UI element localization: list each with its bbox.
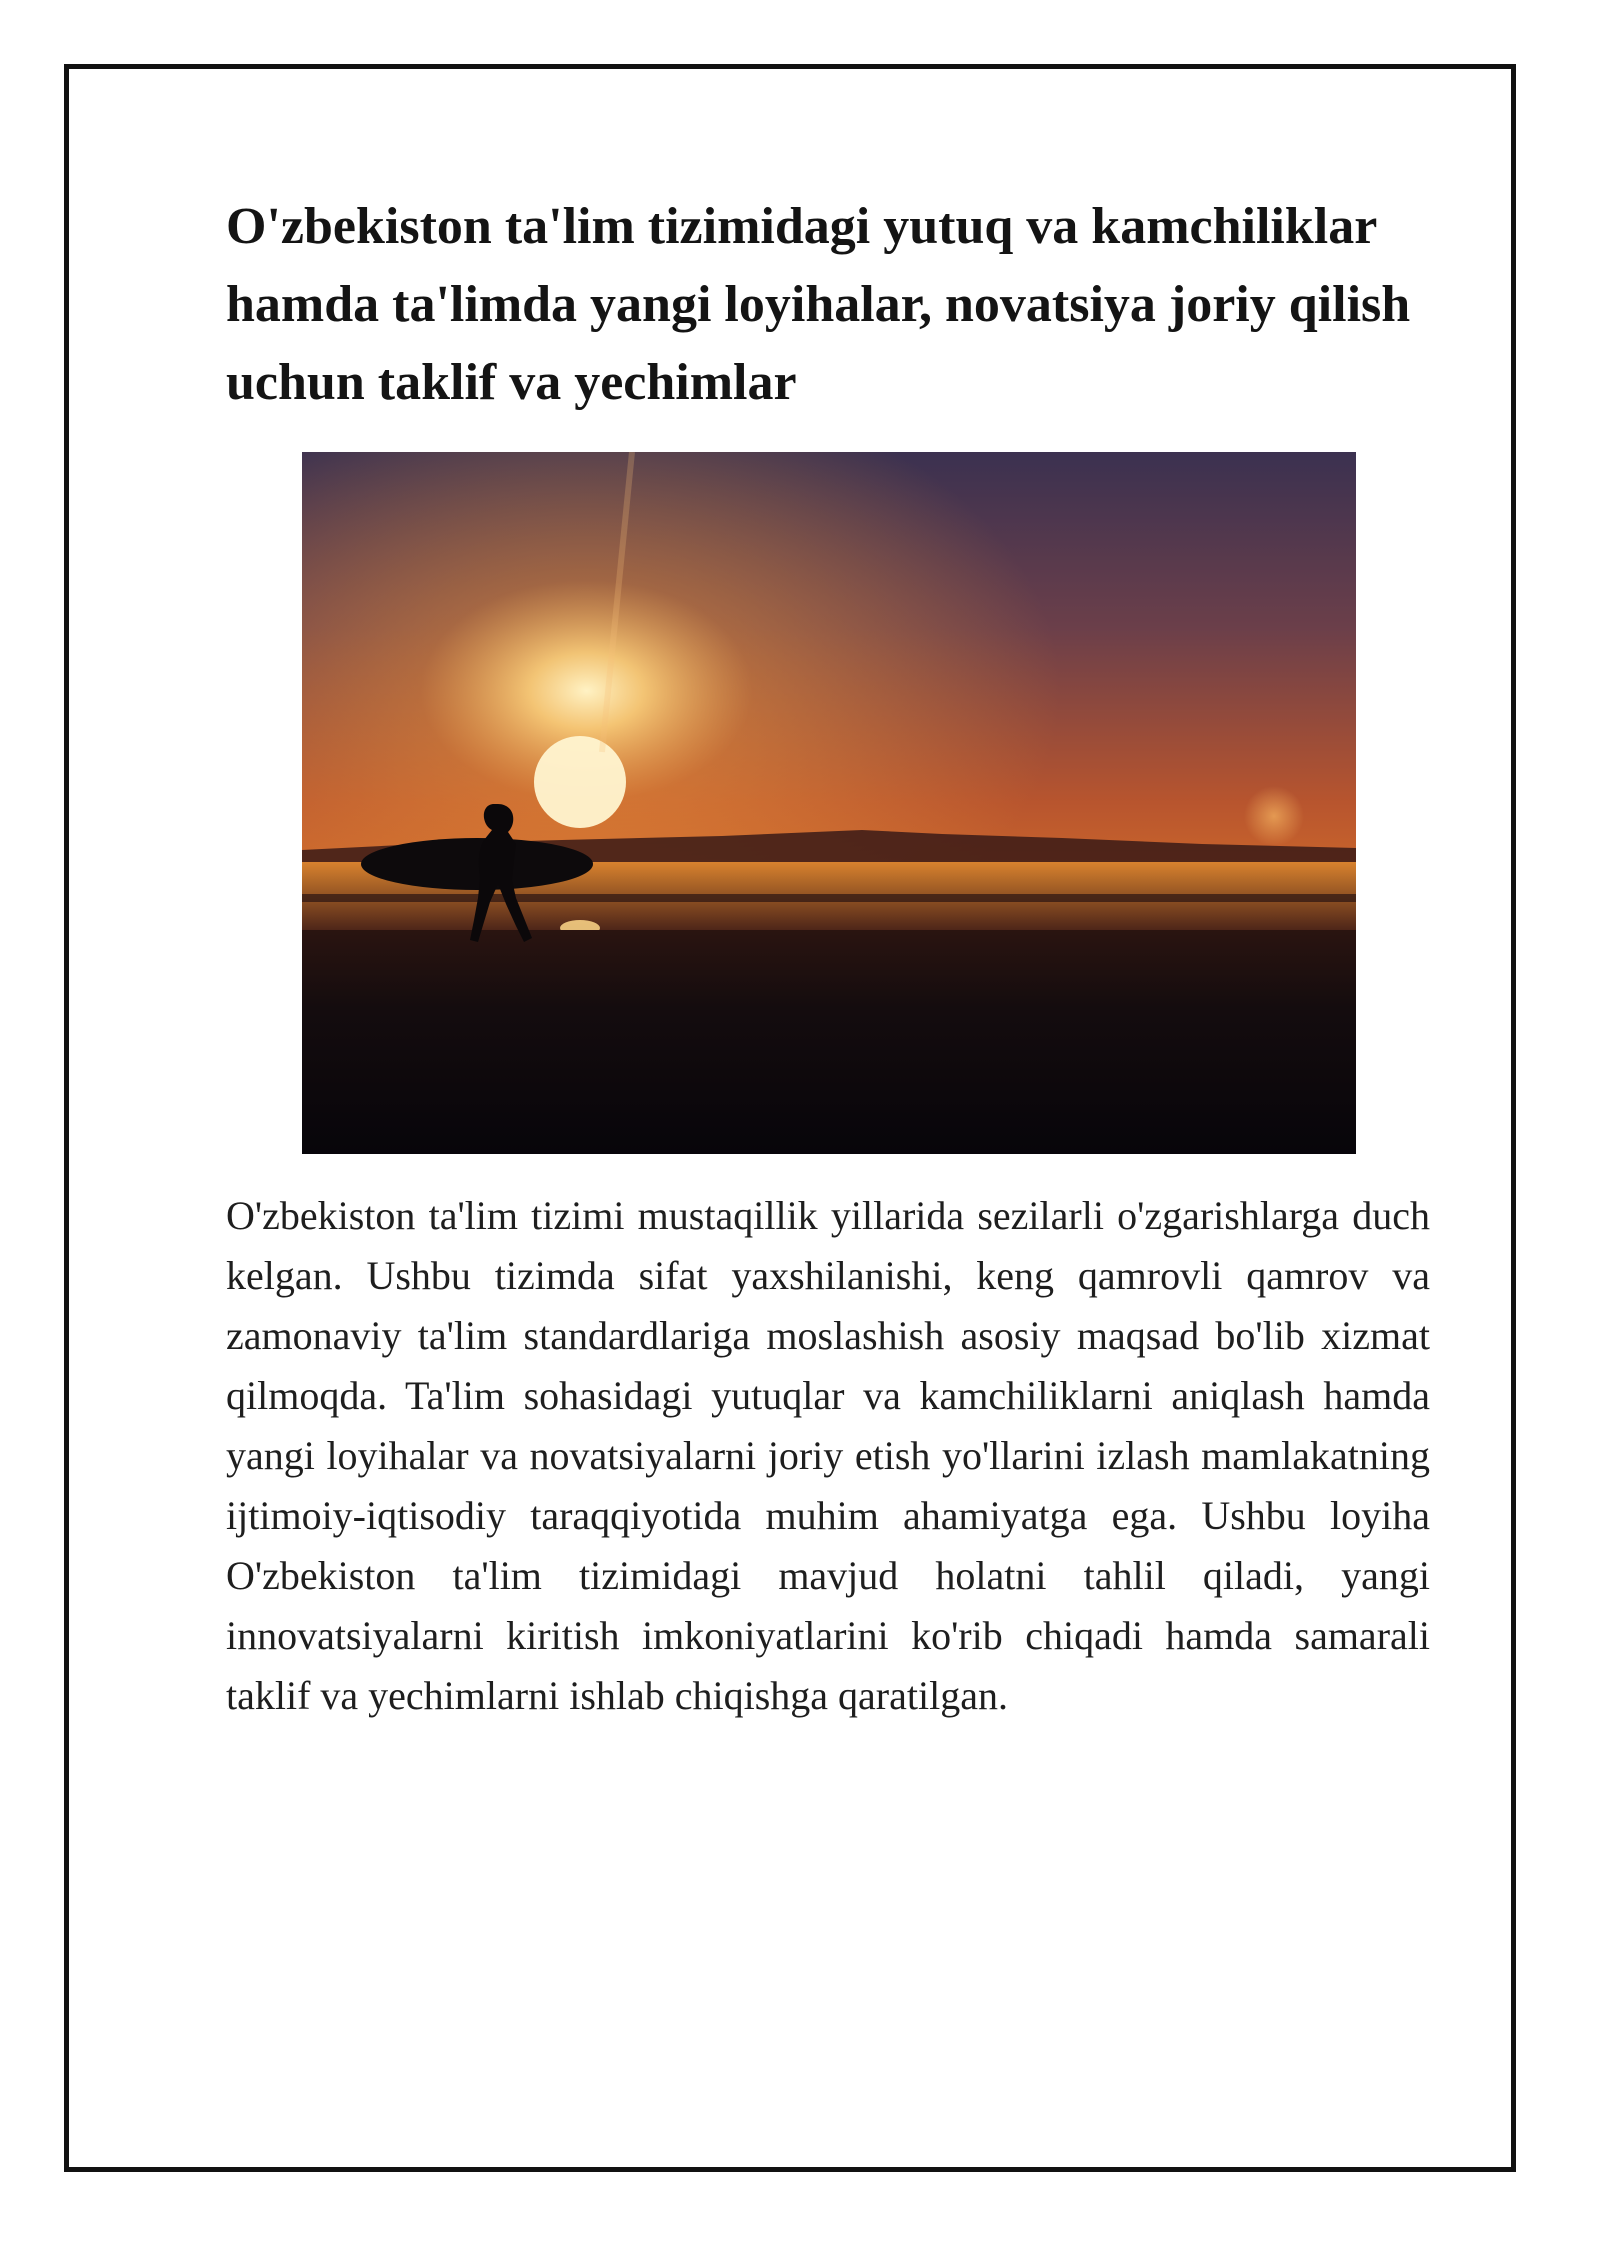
document-body: O'zbekiston ta'lim tizimi mustaqillik yillarida sezilarli o'zgarishlarga duch kelgan. Ushbu tizimda sifat yaxshilanishi, keng qamrovli qamrov va zamonaviy ta'lim standardlariga moslashish asosiy maqsad bo'lib xizmat qilmoqda. Ta'lim sohasidagi yutuqlar va kamchiliklarni aniqlash hamda yangi loyihalar va novatsiyalarni joriy etish yo'llarini izlash mamlakatning ijtimoiy-iqtisodiy taraqqiyotida muhim ahamiyatga ega. Ushbu loyiha O'zbekiston ta'lim tizimidagi mavjud holatni tahlil qiladi, yangi innovatsiyalarni kiritish imkoniyatlarini ko'rib chiqadi hamda samarali taklif va yechimlarni ishlab chiqishga qaratilgan. [226, 1193, 1430, 1718]
document-title: O'zbekiston ta'lim tizimidagi yutuq va kamchiliklar hamda ta'limda yangi loyihalar, novatsiya joriy qilish uchun taklif va yechimlar [226, 198, 1411, 411]
surfboard [361, 838, 593, 890]
wave-line [302, 894, 1356, 902]
beach [302, 930, 1356, 1154]
sunset-surfer-photo [302, 452, 1356, 1154]
sun [534, 736, 626, 828]
lens-flare [1244, 786, 1304, 846]
